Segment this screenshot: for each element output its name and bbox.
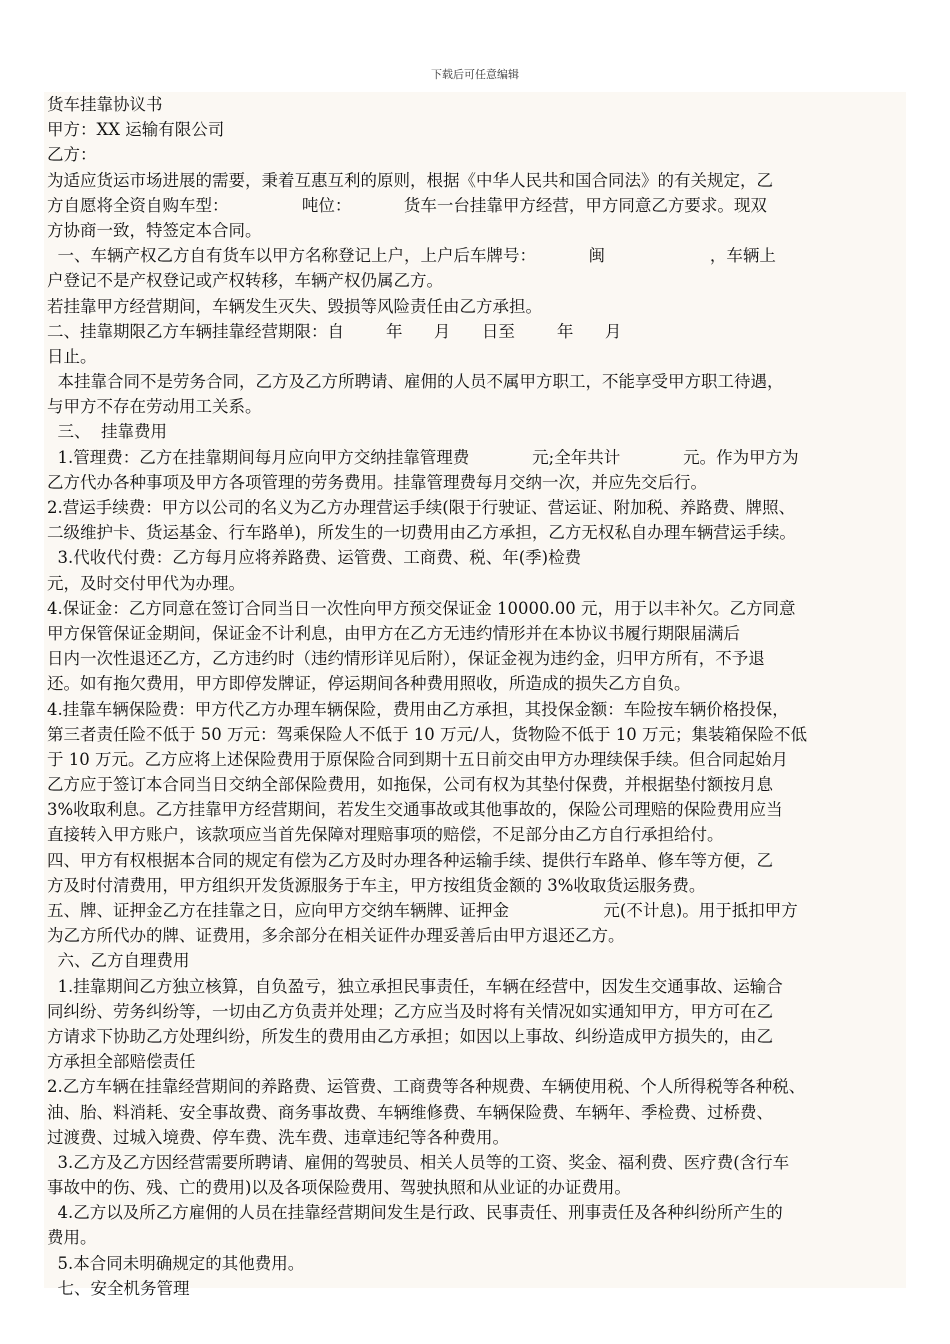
text-line: 户登记不是产权登记或产权转移，车辆产权仍属乙方。 xyxy=(47,271,443,291)
text-line: 乙方代办各种事项及甲方各项管理的劳务费用。挂靠管理费每月交纳一次，并应先交后行。 xyxy=(47,472,707,492)
text-line: 4.乙方以及所乙方雇佣的人员在挂靠经营期间发生是行政、民事责任、刑事责任及各种纠纷所产生的 xyxy=(47,1203,783,1223)
text-line: 事故中的伤、残、亡的费用)以及各项保险费用、驾驶执照和从业证的办证费用。 xyxy=(47,1178,631,1198)
page-header-note: 下载后可任意编辑 xyxy=(431,68,519,81)
text-line: 乙方： xyxy=(47,145,97,165)
text-line: 方及时付清费用，甲方组织开发货源服务于车主，甲方按组货金额的 3%收取货运服务费。 xyxy=(47,875,706,895)
text-line: 本挂靠合同不是劳务合同，乙方及乙方所聘请、雇佣的人员不属甲方职工，不能享受甲方职工待遇， xyxy=(47,372,784,392)
text-line: 日内一次性退还乙方，乙方违约时（违约情形详见后附），保证金视为违约金，归甲方所有，不予退 xyxy=(47,649,765,669)
text-line: 2.乙方车辆在挂靠经营期间的养路费、运管费、工商费等各种规费、车辆使用税、个人所得税等各种税、 xyxy=(47,1077,806,1097)
text-line: 为乙方所代办的牌、证费用，多余部分在相关证件办理妥善后由甲方退还乙方。 xyxy=(47,926,625,946)
text-line: 若挂靠甲方经营期间，车辆发生灭失、毁损等风险责任由乙方承担。 xyxy=(47,296,542,316)
text-line: 五、牌、证押金乙方在挂靠之日，应向甲方交纳车辆牌、证押金 元(不计息)。用于抵扣甲方 xyxy=(47,901,798,920)
text-line: 与甲方不存在劳动用工关系。 xyxy=(47,397,262,417)
text-line: 费用。 xyxy=(47,1228,97,1248)
text-line: 二级维护卡、货运基金、行车路单)，所发生的一切费用由乙方承担，乙方无权私自办理车辆营运手续。 xyxy=(47,523,796,543)
text-line: 甲方：XX 运输有限公司 xyxy=(47,120,225,140)
text-line: 3.代收代付费：乙方每月应将养路费、运管费、工商费、税、年(季)检费 xyxy=(47,548,582,568)
text-line: 四、甲方有权根据本合同的规定有偿为乙方及时办理各种运输手续、提供行车路单、修车等方便，乙 xyxy=(47,850,773,870)
text-line: 3%收取利息。乙方挂靠甲方经营期间，若发生交通事故或其他事故的，保险公司理赔的保险费用应当 xyxy=(47,800,783,820)
text-line: 2.营运手续费：甲方以公司的名义为乙方办理营运手续(限于行驶证、营运证、附加税、养路费、牌照、 xyxy=(47,498,796,517)
text-line: 直接转入甲方账户，该款项应当首先保障对理赔事项的赔偿，不足部分由乙方自行承担给付。 xyxy=(47,825,724,845)
text-line: 还。如有拖欠费用，甲方即停发牌证，停运期间各种费用照收，所造成的损失乙方自负。 xyxy=(47,674,691,694)
text-line: 1.挂靠期间乙方独立核算，自负盈亏，独立承担民事责任，车辆在经营中，因发生交通事故、运输合 xyxy=(47,976,783,996)
text-line: 方请求下协助乙方处理纠纷，所发生的费用由乙方承担；如因以上事故、纠纷造成甲方损失的，由乙 xyxy=(47,1026,773,1046)
text-line: 方承担全部赔偿责任 xyxy=(47,1052,196,1072)
document-body xyxy=(44,92,906,1301)
text-line: 三、 挂靠费用 xyxy=(47,422,167,442)
text-line: 一、车辆产权乙方自有货车以甲方名称登记上户，上户后车牌号： 闽 ，车辆上 xyxy=(47,246,776,266)
text-line: 二、挂靠期限乙方车辆挂靠经营期限：自 年 月 日至 年 月 xyxy=(47,321,622,341)
text-line: 5.本合同未明确规定的其他费用。 xyxy=(47,1253,305,1273)
text-line: 元，及时交付甲代为办理。 xyxy=(47,573,245,593)
text-line: 1.管理费：乙方在挂靠期间每月应向甲方交纳挂靠管理费 元;全年共计 元。作为甲方为 xyxy=(47,447,799,467)
text-line: 为适应货运市场进展的需要，秉着互惠互利的原则，根据《中华人民共和国合同法》的有关规定，乙 xyxy=(47,170,773,190)
text-line: 方协商一致，特签定本合同。 xyxy=(47,220,262,240)
text-line: 过渡费、过城入境费、停车费、洗车费、违章违纪等各种费用。 xyxy=(47,1127,509,1147)
text-line: 日止。 xyxy=(47,346,97,366)
text-line: 4.保证金：乙方同意在签订合同当日一次性向甲方预交保证金 10000.00 元，用于以丰补欠。乙方同意 xyxy=(47,598,796,618)
document-page xyxy=(44,92,906,1298)
text-line: 乙方应于签订本合同当日交纳全部保险费用，如拖保，公司有权为其垫付保费，并根据垫付额按月息 xyxy=(47,775,773,795)
text-line: 甲方保管保证金期间，保证金不计利息，由甲方在乙方无违约情形并在本协议书履行期限届满后 xyxy=(47,623,740,643)
text-line: 于 10 万元。乙方应将上述保险费用于原保险合同到期十五日前交由甲方办理续保手续。但合同起始月 xyxy=(47,749,788,769)
text-line: 六、乙方自理费用 xyxy=(47,951,190,971)
text-line: 油、胎、料消耗、安全事故费、商务事故费、车辆维修费、车辆保险费、车辆年、季检费、过桥费、 xyxy=(47,1102,773,1122)
text-line: 七、安全机务管理 xyxy=(47,1278,190,1298)
document-title: 货车挂靠协议书 xyxy=(47,95,163,114)
text-line: 同纠纷、劳务纠纷等，一切由乙方负责并处理；乙方应当及时将有关情况如实通知甲方，甲方可在乙 xyxy=(47,1001,773,1021)
text-line: 第三者责任险不低于 50 万元：驾乘保险人不低于 10 万元/人，货物险不低于 10 万元；集装箱保险不低 xyxy=(47,724,808,744)
text-line: 3.乙方及乙方因经营需要所聘请、雇佣的驾驶员、相关人员等的工资、奖金、福利费、医疗费(含行车 xyxy=(47,1152,790,1172)
text-line: 方自愿将全资自购车型： 吨位： 货车一台挂靠甲方经营，甲方同意乙方要求。现双 xyxy=(47,195,767,215)
text-line: 4.挂靠车辆保险费：甲方代乙方办理车辆保险，费用由乙方承担，其投保金额：车险按车辆价格投保， xyxy=(47,699,789,719)
